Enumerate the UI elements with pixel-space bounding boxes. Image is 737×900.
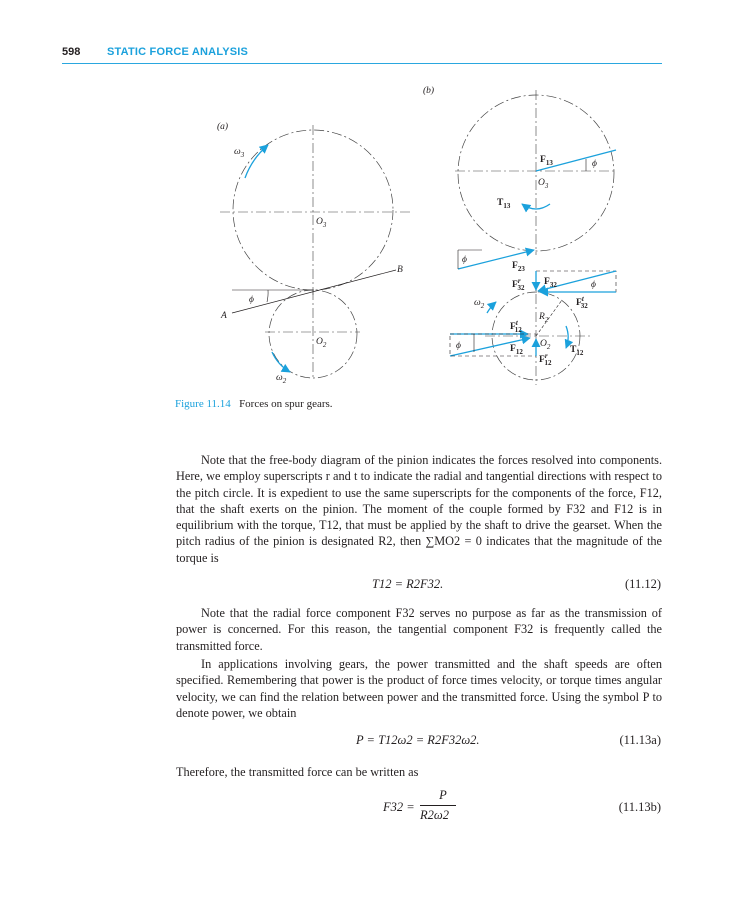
label-f13: $F_{13}$	[540, 155, 553, 167]
label-t13: $T_{13}$	[497, 198, 511, 210]
label-omega2-b: $\omega_2$	[474, 298, 485, 310]
p1-line-2: components. Here, we employ superscripts r and t to indicate the radial and tangential	[176, 453, 663, 484]
p3-line-1: In applications involving gears, the power transmitted and the shaft speeds are often	[201, 657, 662, 671]
p4-line-1: Therefore, the transmitted force can be written as	[176, 765, 419, 779]
label-phi-f32: ϕ	[591, 280, 596, 290]
label-r2: $R_2$	[539, 312, 549, 324]
equation-11-13b-number: (11.13b)	[618, 800, 661, 814]
equation-11-13b-lhs: F32 =	[383, 800, 415, 814]
label-f12r: $F^r$ 12	[539, 352, 552, 367]
equation-11-13a-number: (11.13a)	[619, 733, 661, 747]
caption-text: Forces on spur gears.	[239, 398, 333, 410]
label-f32: $F_{32}$	[544, 277, 557, 289]
p1-line-4: the components of the force, F12, that the shaft exerts on the pinion. The moment of the	[176, 485, 662, 516]
p1-line-1: Note that the free-body diagram of the pinion indicates the forces resolved into	[201, 453, 596, 467]
label-a: A	[221, 311, 227, 321]
label-f32r: $F^r$ 32	[512, 277, 525, 292]
p1-line-3: directions with respect to the pitch circle. It is expedient to use the same superscripts for	[176, 469, 662, 500]
t12-arrow	[566, 326, 568, 348]
label-phi: ϕ	[249, 295, 254, 305]
label-omega2: $\omega_2$	[276, 373, 287, 385]
label-b: B	[397, 265, 403, 275]
section-title: STATIC FORCE ANALYSIS	[107, 46, 249, 58]
p1-line-5: couple formed by F32 and F12 is in equilibrium with the torque, T12, that must be applied	[176, 501, 662, 533]
label-omega3: $\omega_3$	[234, 147, 245, 159]
panel-a-diagram	[217, 121, 410, 385]
fraction-bar	[420, 805, 456, 806]
panel-b-diagram	[423, 85, 616, 385]
p2-line-2: of power is concerned. For this reason, the tangential component F32 is frequently called	[176, 606, 662, 637]
equation-11-12: T12 = R2F32.	[372, 577, 444, 591]
equation-11-12-number: (11.12)	[625, 577, 661, 591]
p3-line-3: angular velocity, we can find the relation between power and the transmitted force. Using	[176, 673, 663, 704]
label-f23: $F_{23}$	[512, 261, 525, 273]
paragraph-2	[176, 605, 662, 654]
paragraph-1	[176, 452, 662, 566]
label-phi-f23: ϕ	[462, 255, 467, 265]
label-o3-b: $O_3$	[538, 178, 549, 190]
p2-line-1: Note that the radial force component F32 serves no purpose as far as the transmission	[201, 606, 647, 620]
page-number: 598	[62, 46, 81, 58]
label-phi-f12: ϕ	[456, 341, 461, 351]
label-f12: $F_{12}$	[510, 344, 523, 356]
figure-caption	[175, 398, 333, 410]
omega3-arrow	[245, 145, 268, 178]
p3-line-2: specified. Remembering that power is the product of force times velocity, or torque times	[176, 673, 622, 688]
equation-11-13b-denominator: R2ω2	[420, 808, 449, 822]
label-t12: $T_{12}$	[570, 345, 584, 357]
p1-line-7: ∑MO2 = 0 indicates that the magnitude of the torque is	[176, 534, 663, 565]
label-phi-f13: ϕ	[592, 159, 597, 169]
panel-b-label: (b)	[423, 86, 435, 96]
label-o3: $O_3$	[316, 217, 327, 229]
paragraph-3	[176, 656, 662, 721]
label-f32t: $F^t$ 32	[576, 295, 588, 310]
p1-line-6: by the shaft to drive the gearset. When the pitch radius of the pinion is designated R2, then	[176, 518, 662, 549]
omega2-b-arrow	[487, 302, 496, 313]
p2-line-3: the transmitted force.	[176, 622, 662, 653]
equation-11-13a: P = T12ω2 = R2F32ω2.	[356, 733, 480, 747]
equation-11-13b-numerator: P	[439, 788, 447, 802]
label-o2-b: $O_2$	[540, 339, 551, 351]
pressure-line	[232, 270, 396, 313]
p3-line-4: the symbol P to denote power, we obtain	[176, 689, 663, 720]
gear-fbd-circle	[458, 95, 614, 251]
figure-spur-gear-forces	[0, 0, 737, 400]
label-f12t: $F^t$ 12	[510, 319, 522, 334]
label-o2: $O_2$	[316, 337, 327, 349]
caption-label: Figure 11.14	[175, 398, 231, 410]
paragraph-4	[176, 764, 662, 780]
panel-a-label: (a)	[217, 122, 229, 132]
